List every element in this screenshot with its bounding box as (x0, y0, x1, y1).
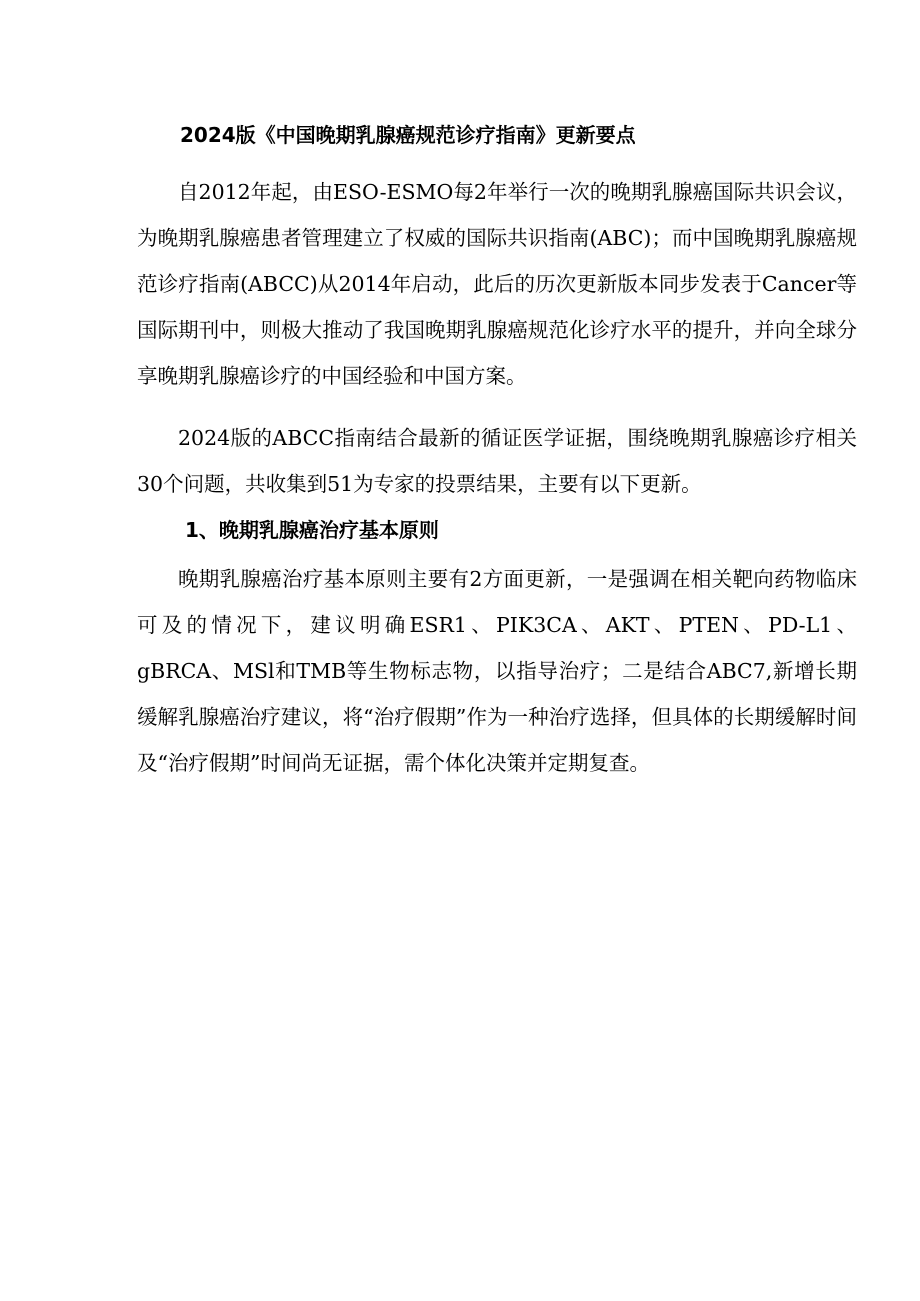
intro-paragraph: 自2012年起，由ESO-ESMO每2年举行一次的晚期乳腺癌国际共识会议，为晚期乳腺癌患者管理建立了权威的国际共识指南(ABC)；而中国晚期乳腺癌规范诊疗指南(ABCC)从2014年启动，此后的历次更新版本同步发表于Cancer等国际期刊中，则极大推动了我国晚期乳腺癌规范化诊疗水平的提升，并向全球分享晚期乳腺癌诊疗的中国经验和中国方案。 (137, 180, 857, 388)
document-title: 2024版《中国晚期乳腺癌规范诊疗指南》更新要点 (180, 123, 636, 147)
section-1-paragraph: 晚期乳腺癌治疗基本原则主要有2方面更新，一是强调在相关靶向药物临床可及的情况下，建议明确ESR1、PIK3CA、AKT、PTEN、PD-L1、gBRCA、MSl和TMB等生物标志物，以指导治疗；二是结合ABC7,新增长期缓解乳腺癌治疗建议，将“治疗假期”作为一种治疗选择，但具体的长期缓解时间及“治疗假期”时间尚无证据，需个体化决策并定期复查。 (137, 567, 857, 775)
section-heading-1: 1、晚期乳腺癌治疗基本原则 (185, 518, 439, 542)
update-summary-paragraph: 2024版的ABCC指南结合最新的循证医学证据，围绕晚期乳腺癌诊疗相关30个问题，共收集到51为专家的投票结果，主要有以下更新。 (137, 426, 857, 496)
